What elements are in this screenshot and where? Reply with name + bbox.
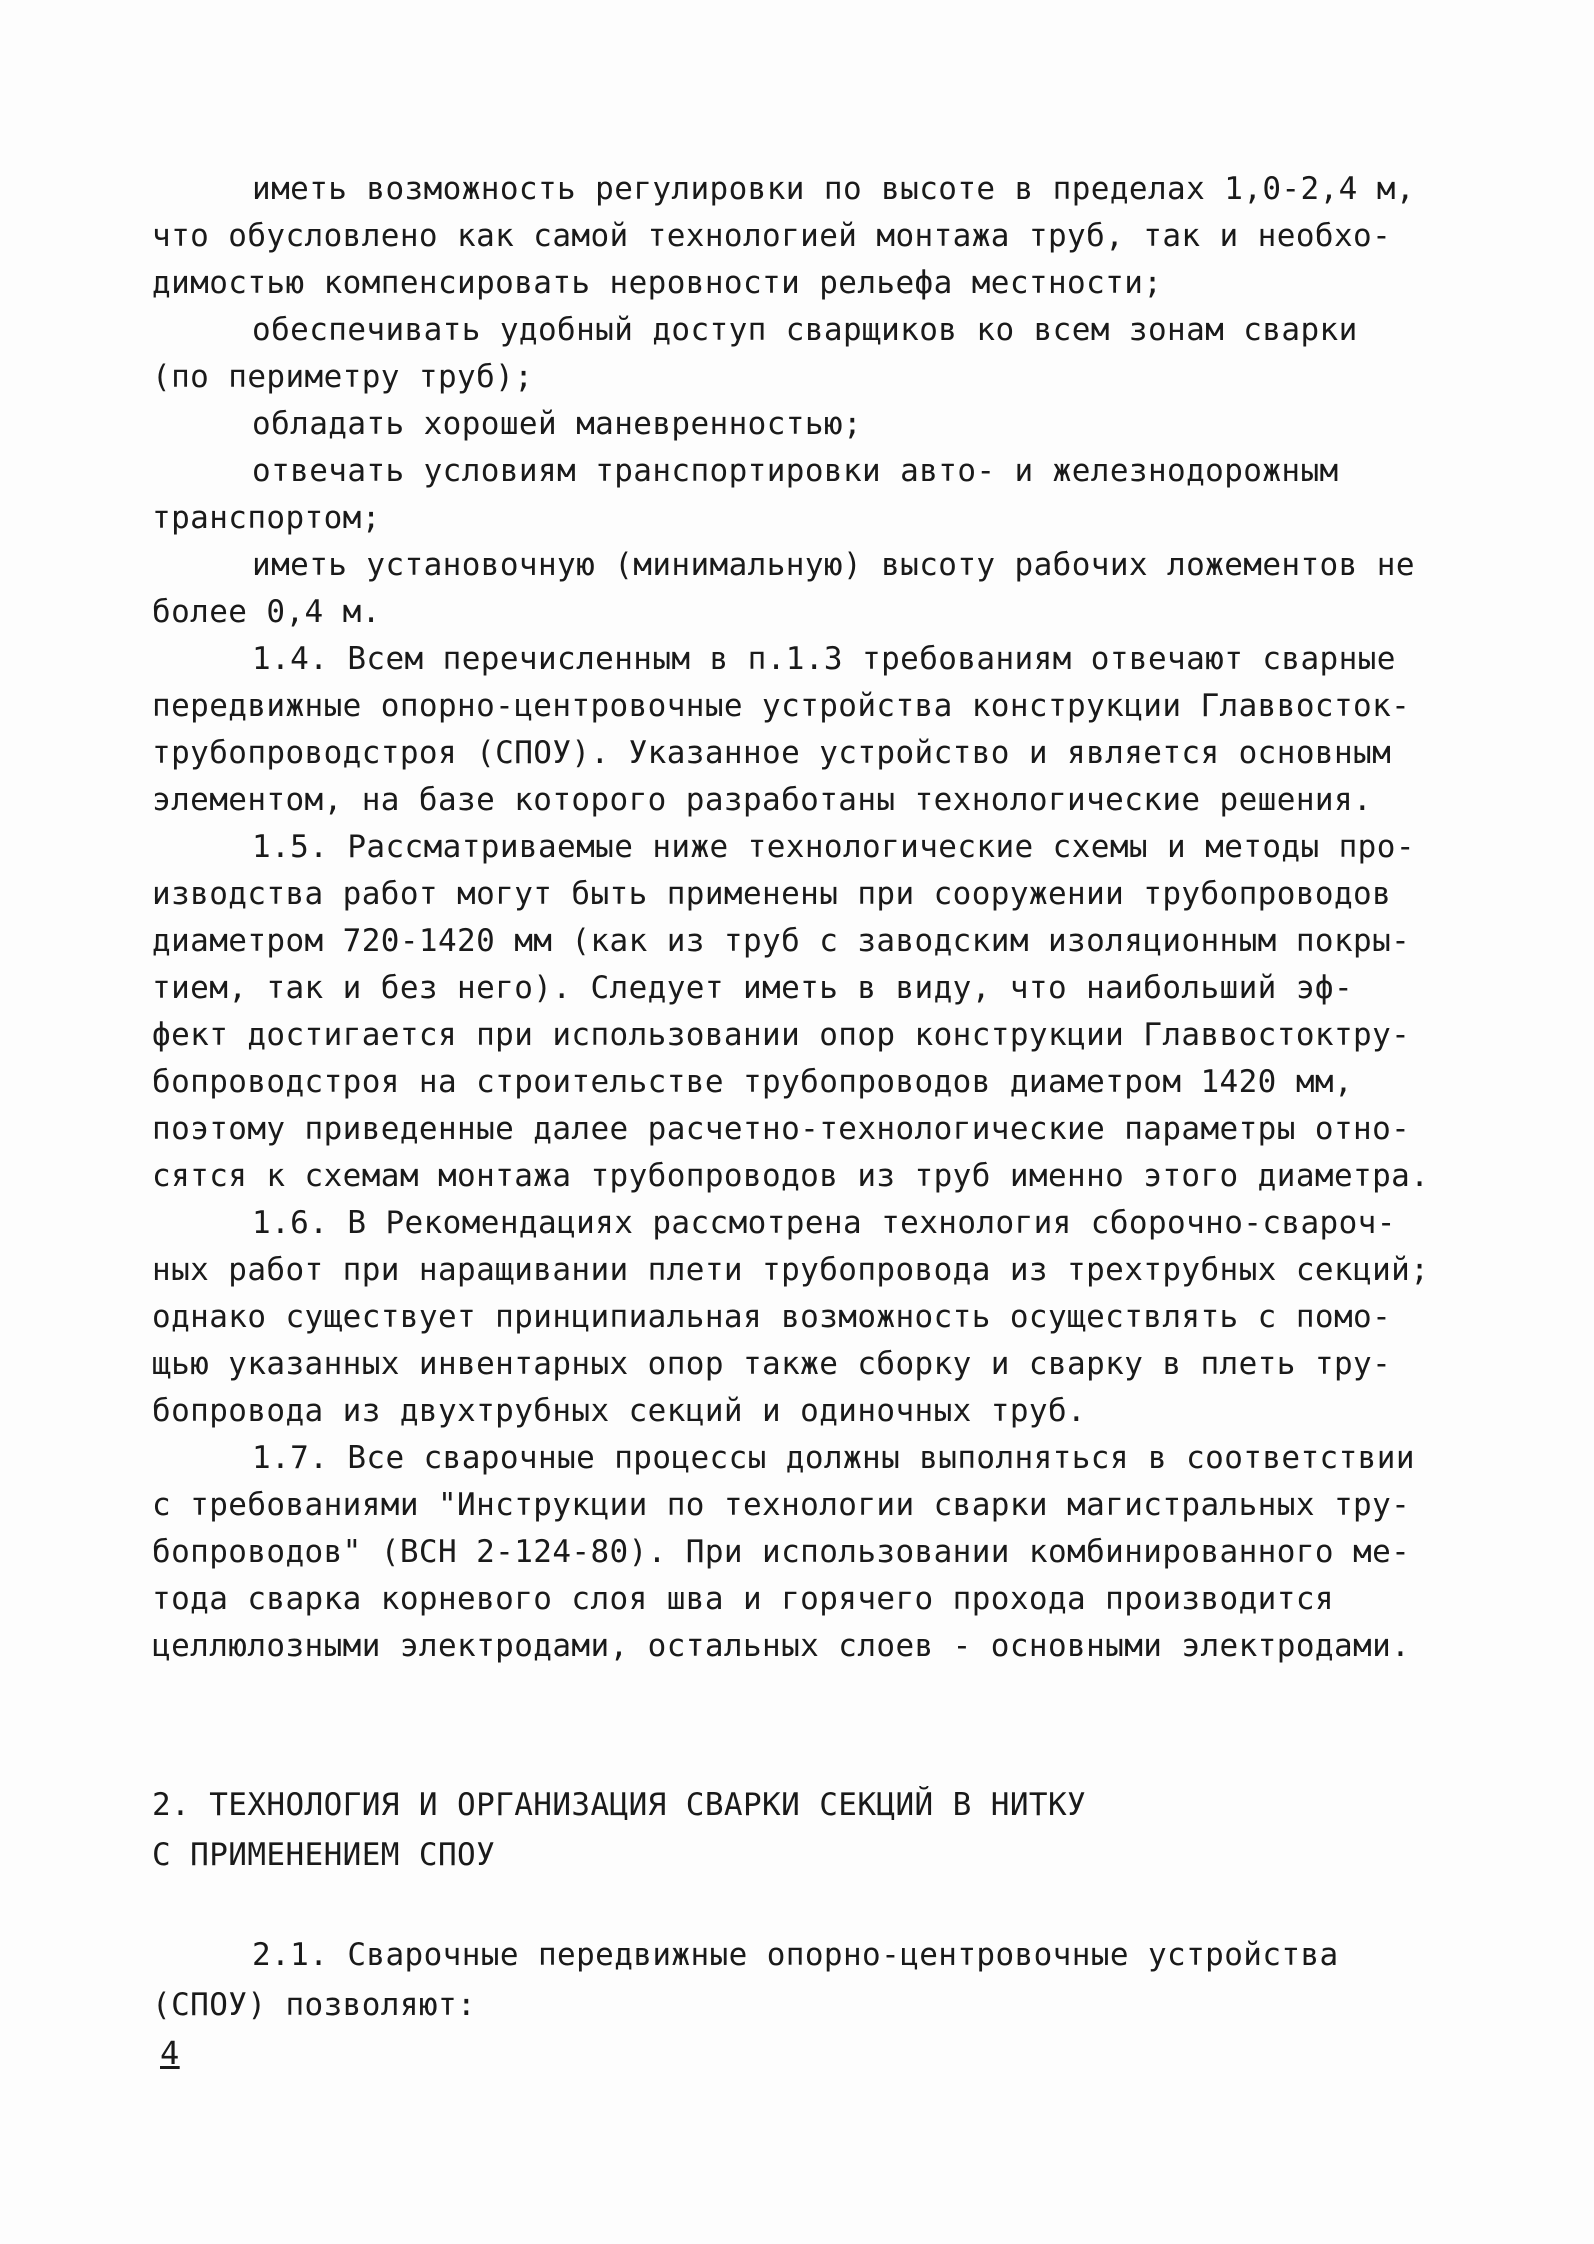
section-2-text	[152, 1930, 1452, 2030]
text-line: ных работ при наращивании плети трубопровода из трехтрубных секций;	[152, 1252, 1430, 1288]
section-2-heading	[152, 1780, 1452, 1880]
text-line: передвижные опорно-центровочные устройства конструкции Главвосток-	[152, 688, 1411, 724]
text-line: изводства работ могут быть применены при сооружении трубопроводов	[152, 876, 1392, 912]
text-line: трубопроводстроя (СПОУ). Указанное устройство и является основным	[152, 735, 1392, 771]
text-line: димостью компенсировать неровности рельефа местности;	[152, 265, 1163, 301]
text-line: отвечать условиям транспортировки авто- и железнодорожным	[252, 453, 1339, 489]
text-line: фект достигается при использовании опор конструкции Главвостоктру-	[152, 1017, 1411, 1053]
text-line: (СПОУ) позволяют:	[152, 1987, 477, 2023]
page-number: 4	[160, 2034, 180, 2072]
text-line: транспортом;	[152, 500, 381, 536]
text-line: бопроводов" (ВСН 2-124-80). При использовании комбинированного ме-	[152, 1534, 1411, 1570]
text-line: тода сварка корневого слоя шва и горячего прохода производится	[152, 1581, 1334, 1617]
text-line: бопроводстроя на строительстве трубопроводов диаметром 1420 мм,	[152, 1064, 1354, 1100]
text-line: тием, так и без него). Следует иметь в виду, что наибольший эф-	[152, 970, 1354, 1006]
text-line: щью указанных инвентарных опор также сборку и сварку в плеть тру-	[152, 1346, 1392, 1382]
text-line: целлюлозными электродами, остальных слоев - основными электродами.	[152, 1628, 1411, 1664]
text-line: иметь установочную (минимальную) высоту рабочих ложементов не	[252, 547, 1415, 583]
text-line: обладать хорошей маневренностью;	[252, 406, 863, 442]
text-line: поэтому приведенные далее расчетно-технологические параметры отно-	[152, 1111, 1411, 1147]
text-line: что обусловлено как самой технологией монтажа труб, так и необхо-	[152, 218, 1392, 254]
text-line: иметь возможность регулировки по высоте в пределах 1,0-2,4 м,	[252, 171, 1415, 207]
section-1-text	[152, 166, 1452, 1670]
text-line: диаметром 720-1420 мм (как из труб с заводским изоляционным покры-	[152, 923, 1411, 959]
paragraph-2-1: 2.1. Сварочные передвижные опорно-центровочные устройства	[252, 1937, 1339, 1973]
text-line: с требованиями "Инструкции по технологии сварки магистральных тру-	[152, 1487, 1411, 1523]
paragraph-1-5: 1.5. Рассматриваемые ниже технологические схемы и методы про-	[252, 829, 1415, 865]
section-heading: 2. ТЕХНОЛОГИЯ И ОРГАНИЗАЦИЯ СВАРКИ СЕКЦИЙ В НИТКУ	[152, 1787, 1087, 1823]
section-heading: С ПРИМЕНЕНИЕМ СПОУ	[152, 1837, 496, 1873]
text-line: бопровода из двухтрубных секций и одиночных труб.	[152, 1393, 1087, 1429]
paragraph-1-6: 1.6. В Рекомендациях рассмотрена технология сборочно-свароч-	[252, 1205, 1396, 1241]
text-line: однако существует принципиальная возможность осуществлять с помо-	[152, 1299, 1392, 1335]
text-line: (по периметру труб);	[152, 359, 534, 395]
text-line: элементом, на базе которого разработаны технологические решения.	[152, 782, 1373, 818]
paragraph-1-4: 1.4. Всем перечисленным в п.1.3 требованиям отвечают сварные	[252, 641, 1396, 677]
text-line: обеспечивать удобный доступ сварщиков ко всем зонам сварки	[252, 312, 1358, 348]
paragraph-1-7: 1.7. Все сварочные процессы должны выполняться в соответствии	[252, 1440, 1415, 1476]
text-line: более 0,4 м.	[152, 594, 381, 630]
text-line: сятся к схемам монтажа трубопроводов из труб именно этого диаметра.	[152, 1158, 1430, 1194]
